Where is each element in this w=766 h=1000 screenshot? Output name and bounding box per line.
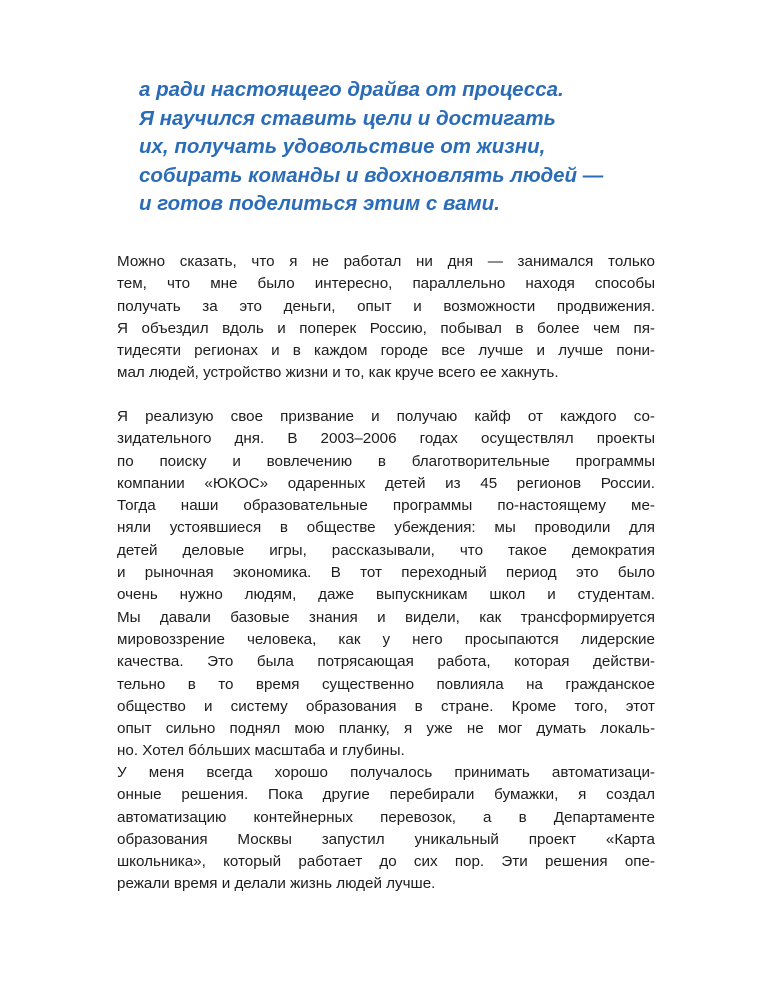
paragraph-line: зидательного дня. В 2003–2006 годах осуществлял проекты [117,430,655,448]
paragraph-line: по поиску и вовлечению в благотворительные программы [117,452,655,470]
quote-line: Я научился ставить цели и достигать [139,106,556,130]
paragraph-line: режали время и делали жизнь людей лучше. [117,875,436,893]
paragraph-line: детей деловые игры, рассказывали, что такое демократия [117,541,655,559]
paragraph-line: тем, что мне было интересно, параллельно находя способы [117,275,655,293]
paragraph-line: У меня всегда хорошо получалось принимать автоматизаци- [117,764,655,781]
pull-quote [139,76,659,219]
paragraph-line: тельно в то время существенно повлияла на гражданское [117,675,655,693]
paragraph-line: няли устоявшиеся в обществе убеждения: мы проводили для [117,519,655,537]
paragraph-line: онные решения. Пока другие перебирали бумажки, я создал [117,786,655,804]
paragraph-line: компании «ЮКОС» одаренных детей из 45 регионов России. [117,474,655,492]
paragraph-line: тидесяти регионах и в каждом городе все лучше и лучше пони- [117,342,655,360]
quote-line: их, получать удовольствие от жизни, [139,135,546,158]
paragraph-line: Я объездил вдоль и поперек Россию, побывал в более чем пя- [117,319,655,337]
paragraph-line: мал людей, устройство жизни и то, как круче всего ее хакнуть. [117,364,559,382]
paragraph-line: Можно сказать, что я не работал ни дня — занимался только [117,253,655,270]
paragraph-line: Тогда наши образовательные программы по-настоящему ме- [117,497,655,515]
quote-line: собирать команды и вдохновлять людей — [139,163,604,187]
body-paragraph-1 [117,251,655,385]
quote-line: и готов поделиться этим с вами. [139,192,500,215]
paragraph-line: но. Хотел бóльших масштаба и глубины. [117,742,405,760]
paragraph-line: Мы давали базовые знания и видели, как трансформируется [117,608,655,626]
paragraph-line: образования Москвы запустил уникальный проект «Карта [117,830,655,848]
paragraph-line: мировоззрение человека, как у него просыпаются лидерские [117,630,655,648]
paragraph-line: получать за это деньги, опыт и возможности продвижения. [117,297,655,315]
paragraph-line: автоматизацию контейнерных перевозок, а в Департаменте [117,808,655,826]
body-paragraph-3 [117,762,655,896]
body-paragraph-2 [117,406,655,763]
paragraph-line: очень нужно людям, даже выпускникам школ и студентам. [117,586,655,604]
paragraph-line: качества. Это была потрясающая работа, которая действи- [117,653,655,671]
paragraph-line: школьника», который работает до сих пор. Эти решения опе- [117,853,655,871]
quote-line: а ради настоящего драйва от процесса. [139,78,564,101]
paragraph-line: общество и систему образования в стране. Кроме того, этот [117,697,655,715]
paragraph-line: опыт сильно поднял мою планку, я уже не мог думать локаль- [117,720,655,738]
paragraph-line: Я реализую свое призвание и получаю кайф от каждого со- [117,408,655,425]
paragraph-line: и рыночная экономика. В тот переходный период это было [117,564,655,582]
